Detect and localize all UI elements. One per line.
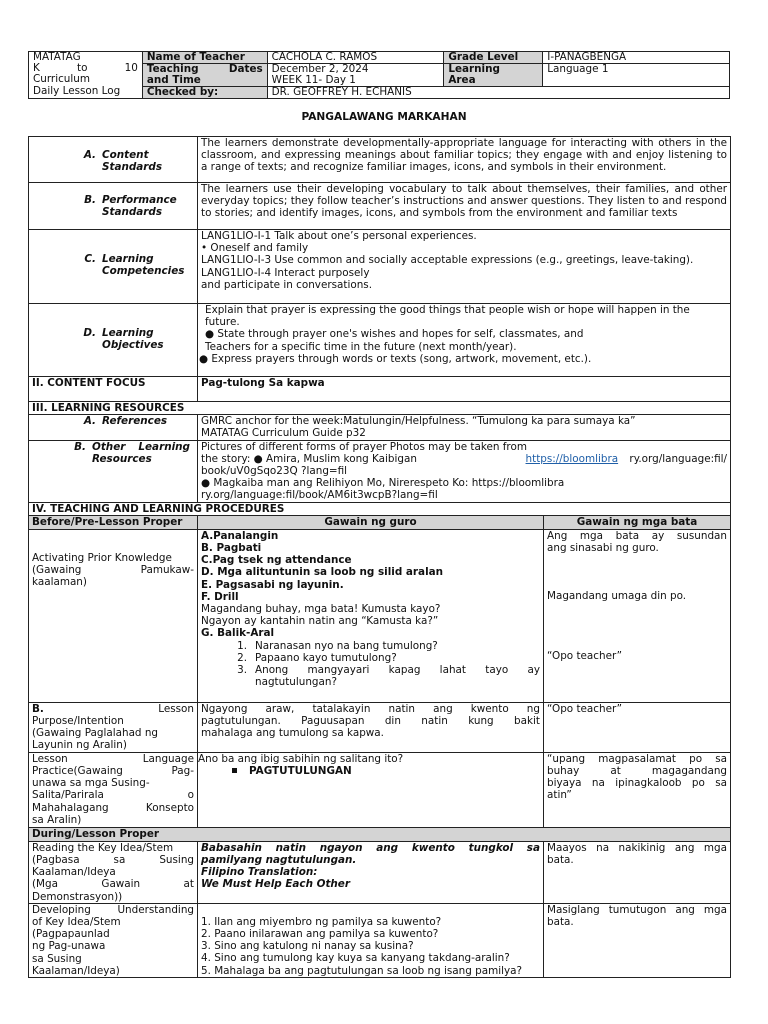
label-line: Standards [102,161,163,174]
learning-area-value: Language 1 [543,64,730,87]
label-line: sa Susing [32,952,82,965]
section-letter: D. [83,327,96,339]
teacher-name-value: CACHOLA C. RAMOS [267,52,444,64]
references-label-cell [29,415,198,440]
label-line: Salita/Parirala o [32,789,194,802]
content-focus-row [29,377,731,402]
lesson-table [28,136,731,978]
references-label: References [102,415,168,428]
review-question [201,640,540,652]
learning-area-label-line: Learning [448,63,500,75]
resource-line: ry.org/language:fil/book/AM6it3wcpB?lang=fil [201,489,438,502]
teacher-line: pagtutulungan. Paguusapan din natin kung bakit [201,715,540,728]
activity-item: A.Panalangin [201,529,279,542]
procedures-header-row [29,515,731,529]
teaching-week: WEEK 11- Day 1 [271,74,356,86]
teaching-date: December 2, 2024 [271,63,369,75]
label-line: (Gawaing Paglalahad ng [32,727,159,740]
checked-by-label: Checked by: [142,87,267,99]
col-header-before: Before/Pre-Lesson Proper [29,515,198,529]
label-line: Layunin ng Aralin) [32,739,127,752]
performance-standards-text: The learners use their developing vocabulary to talk about themselves, their families, and other everyday topics; they follow teacher’s instructions and answer questions. They listen to and respond to stories; and identify images, icons, and symbols from the environment and familiar texts [198,183,731,230]
teaching-dates-label [142,64,267,87]
performance-standards-label-cell [29,183,198,230]
teacher-question: Ano ba ang ibig sabihin ng salitang ito? [198,752,404,765]
label-line: unawa sa mga Susing- [32,777,150,790]
curriculum-line: Daily Lesson Log [33,84,121,97]
resource-text: ry.org/language:fil/ [629,452,728,465]
during-label: During/Lesson Proper [29,827,731,841]
teacher-line: Ngayong araw, tatalakayin natin ang kwento ng [201,702,540,715]
label-line: Reading the Key Idea/Stem [32,841,174,854]
label-line: (Pagpapaunlad [32,928,110,941]
resource-line: book/uV0gSqo23Q ?lang=fil [201,465,348,478]
key-word-text: PAGTUTULUNGAN [249,765,352,778]
language-practice-row [29,752,731,827]
label-word: Lesson [158,702,194,715]
competency-line: LANG1LIO-I-4 Interact purposely [201,266,370,279]
curriculum-word: 10 [124,62,138,75]
label-line: Kaalaman/Ideya [32,866,116,879]
student-line: atin” [547,789,572,802]
review-question [201,664,540,688]
key-word [198,765,540,777]
language-practice-label [29,752,198,827]
label-line: Activating Prior Knowledge [32,551,172,564]
teacher-line: pamilyang nagtutulungan. [201,854,357,867]
learning-area-label-line: Area [448,74,476,86]
other-resources-label-cell [29,440,198,502]
section-letter: C. [84,253,96,265]
curriculum-cell [29,52,143,99]
student-line: bata. [547,916,574,929]
during-header-row [29,827,731,841]
question-text: Papaano kayo tumutulong? [255,651,397,664]
developing-label [29,903,198,977]
teaching-dates-label-line: and Time [146,74,201,86]
student-line: Masiglang tumutugon ang mga [547,903,728,916]
reference-line: GMRC anchor for the week:Matulungin/Helpfulness. “Tumulong ka para sumaya ka” [201,415,636,428]
objective-line: ● State through prayer one's wishes and hopes for self, classmates, and [205,328,584,341]
objective-line: ● Express prayers through words or texts (song, artwork, movement, etc.). [199,352,592,365]
objective-line: Explain that prayer is expressing the good things that people wish or hope will happen in the future. [205,304,690,329]
curriculum-word: K [33,62,40,75]
section-letter: A. [83,415,96,428]
activity-item: E. Pagsasabi ng layunin. [201,578,344,591]
question-text: Anong mangyayari kapag lahat tayo ay nagtutulungan? [255,664,540,689]
activating-row [29,529,731,702]
label-line: Resources [92,452,152,465]
learning-competencies-label [102,253,184,277]
reading-label [29,841,198,903]
comprehension-question: 2. Paano inilarawan ang pamilya sa kuwento? [201,928,439,941]
curriculum-word: to [77,62,88,75]
activating-students [544,529,731,702]
learning-objectives-label-cell [29,304,198,377]
label-line: Demonstrasyon)) [32,890,123,903]
label-line: Competencies [102,265,185,278]
developing-students [544,903,731,977]
references-text [198,415,731,440]
content-focus-label: II. CONTENT FOCUS [29,377,198,402]
learning-resources-label: III. LEARNING RESOURCES [29,402,731,415]
learning-area-label [444,64,543,87]
grade-level-value: I-PANAGBENGA [543,52,730,64]
teaching-dates-value [267,64,444,87]
teacher-line: Babasahin natin ngayon ang kwento tungkol sa [201,841,540,854]
competency-line: LANG1LIO-I-3 Use common and socially acceptable expressions (e.g., greetings, leave-taking). [201,254,694,267]
story-title: We Must Help Each Other [201,878,350,891]
developing-row [29,903,731,977]
competency-line: LANG1LIO-I-1 Talk about one’s personal experiences. [201,230,477,242]
student-line: ang sinasabi ng guro. [547,542,659,555]
question-number: 1. [237,639,247,652]
activity-item: F. Drill [201,590,239,603]
section-letter: A. [83,149,96,161]
references-row [29,415,731,440]
reading-students [544,841,731,903]
learning-objectives-label [102,327,164,351]
label-line: Purpose/Intention [32,715,124,728]
activating-teacher [198,529,544,702]
student-line: “Opo teacher” [547,650,623,663]
other-resources-label [92,441,194,465]
teacher-line: mahalaga ang tumulong sa kapwa. [201,727,384,740]
label-line: Mahahalagang Konsepto [32,801,194,814]
resource-line [201,453,727,465]
learning-objectives-text [198,304,731,377]
purpose-teacher [198,702,544,752]
content-standards-label [102,149,162,173]
developing-teacher [198,903,544,977]
resource-line: ● Magkaiba man ang Relihiyon Mo, Nirerespeto Ko: https://bloomlibra [201,477,565,490]
language-practice-students [544,752,731,827]
header-table [28,51,730,99]
student-line: biyaya na ipinagkaloob po sa [547,777,728,790]
label-line: kaalaman) [32,576,87,589]
student-line: bata. [547,854,574,867]
objective-line: Teachers for a specific time in the future (next month/year). [205,340,517,353]
language-practice-teacher [198,752,544,827]
teacher-line: Ngayon ay kantahin natin ang “Kamusta ka?” [201,615,439,628]
resource-line: Pictures of different forms of prayer Photos may be taken from [201,440,527,453]
purpose-label [29,702,198,752]
teacher-name-label: Name of Teacher [142,52,267,64]
label-line: Learning [102,253,154,265]
other-resources-row [29,440,731,502]
question-number: 2. [237,651,247,664]
learning-objectives-row [29,304,731,377]
label-line: (Mga Gawain at [32,878,194,891]
procedures-row [29,502,731,515]
section-letter: B. [32,702,44,715]
label-line: Standards [102,206,163,219]
learning-competencies-text [198,230,731,304]
balik-aral-heading: G. Balik-Aral [201,627,275,640]
activity-item: B. Pagbati [201,542,262,555]
activity-item: C.Pag tsek ng attendance [201,554,352,567]
competency-line: and participate in conversations. [201,278,373,291]
purpose-row [29,702,731,752]
student-line: Ang mga bata ay susundan [547,529,728,542]
learning-resources-row [29,402,731,415]
label-line: Practice(Gawaing Pag- [32,765,194,778]
quarter-title: PANGALAWANG MARKAHAN [301,111,467,123]
curriculum-line: Curriculum [33,73,90,86]
other-resources-text [198,440,731,502]
question-number: 3. [237,664,247,677]
label-line: Content [102,149,149,161]
learning-competencies-label-cell [29,230,198,304]
question-text: Naranasan nyo na bang tumulong? [255,639,438,652]
student-line: Maayos na nakikinig ang mga [547,841,728,854]
reference-line: MATATAG Curriculum Guide p32 [201,427,366,440]
content-standards-text: The learners demonstrate developmentally-appropriate language for interacting with others in the classroom, and expressing meanings about familiar topics; they engage with and enjoy listening to a range of texts; and recognize familiar images, icons, and symbols in their environment. [198,137,731,183]
label-line: Developing Understanding [32,903,194,916]
performance-standards-label [102,194,177,218]
student-line: Magandang umaga din po. [547,590,687,603]
square-bullet-icon [232,768,237,773]
label-line: sa Aralin) [32,813,82,826]
performance-standards-row [29,183,731,230]
review-questions [201,640,540,689]
label-line: Performance [102,194,177,206]
section-letter: B. [74,440,86,453]
content-standards-row [29,137,731,183]
comprehension-question: 3. Sino ang katulong ni nanay sa kusina? [201,940,414,953]
label-line: of Key Idea/Stem [32,916,121,929]
label-line: ng Pag-unawa [32,940,106,953]
bloomlibrary-link[interactable]: https://bloomlibra [525,452,619,465]
purpose-students: “Opo teacher” [544,702,731,752]
label-line: Learning [102,327,154,339]
activating-label [29,529,198,702]
label-line: (Pagbasa sa Susing [32,854,194,867]
teaching-dates-label-line: Teaching Dates [146,63,263,75]
checked-by-value: DR. GEOFFREY H. ECHANIS [267,87,729,99]
comprehension-question: 1. Ilan ang miyembro ng pamilya sa kuwento? [201,915,442,928]
competency-line: • Oneself and family [201,242,309,255]
grade-level-label: Grade Level [444,52,543,64]
procedures-label: IV. TEACHING AND LEARNING PROCEDURES [29,502,731,515]
col-header-students: Gawain ng mga bata [544,515,731,529]
student-line: buhay at magagandang [547,765,728,778]
activity-item: D. Mga alituntunin sa loob ng silid aralan [201,566,444,579]
reading-row [29,841,731,903]
review-question [201,652,540,664]
resource-text: the story: ● Amira, Muslim kong Kaibigan [201,452,417,465]
label-line: Objectives [102,339,164,352]
comprehension-question: 4. Sino ang tumulong kay kuya sa kanyang takdang-aralin? [201,952,510,965]
label-line: Lesson Language [32,752,194,765]
content-focus-value: Pag-tulong Sa kapwa [198,377,731,402]
label-line: (Gawaing Pamukaw- [32,564,194,577]
content-standards-label-cell [29,137,198,183]
curriculum-line: MATATAG [33,51,81,63]
reading-teacher [198,841,544,903]
comprehension-question: 5. Mahalaga ba ang pagtutulungan sa loob ng isang pamilya? [201,964,523,977]
label-line: Kaalaman/Ideya) [32,964,120,977]
teacher-line: Magandang buhay, mga bata! Kumusta kayo? [201,603,441,616]
section-letter: B. [84,194,96,206]
label-word: Other [92,440,126,453]
col-header-teacher: Gawain ng guro [198,515,544,529]
student-line: “upang magpasalamat po sa [547,752,728,765]
label-word: Learning [138,440,190,453]
label-line [32,703,194,715]
learning-competencies-row [29,230,731,304]
teacher-line: Filipino Translation: [201,866,318,879]
